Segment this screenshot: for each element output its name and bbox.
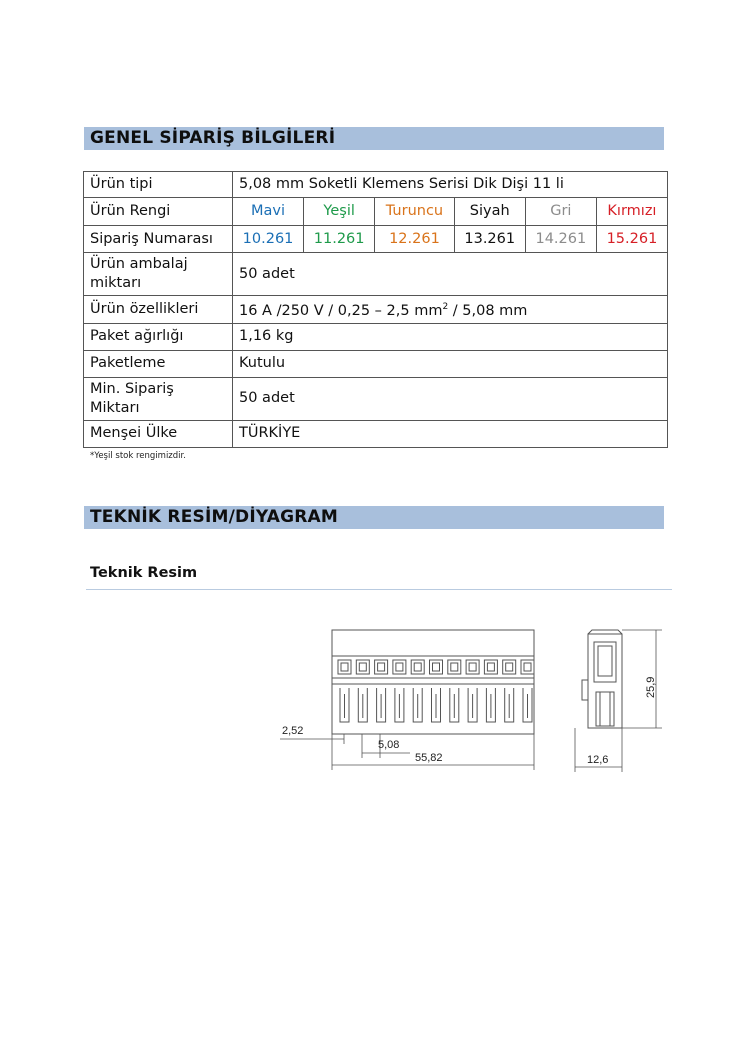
row-label: Ürün özellikleri: [84, 296, 233, 324]
connector-slot: [338, 660, 351, 674]
row-value: TÜRKİYE: [233, 420, 668, 447]
row-value: 1,16 kg: [233, 323, 668, 350]
row-label: Ürün ambalaj miktarı: [84, 253, 233, 296]
side-view: [582, 630, 622, 728]
table-row-colors: [84, 198, 668, 226]
table-row: [84, 253, 668, 296]
connector-slot: [356, 660, 369, 674]
row-value: 5,08 mm Soketli Klemens Serisi Dik Dişi 11 li: [233, 172, 668, 198]
color-name-green: Yeşil: [304, 198, 375, 226]
connector-slot: [393, 660, 406, 674]
dim-pitch: 5,08: [378, 739, 400, 751]
connector-slot-inner: [414, 663, 421, 671]
row-label: Ürün tipi: [84, 172, 233, 198]
dim-depth: 12,6: [587, 754, 609, 766]
row-label: Ürün Rengi: [84, 198, 233, 226]
section-title-technical-drawing: TEKNİK RESİM/DİYAGRAM: [84, 506, 664, 529]
connector-slot: [503, 660, 516, 674]
specs-main: 16 A /250 V / 0,25 – 2,5 mm: [239, 302, 443, 319]
color-name-orange: Turuncu: [375, 198, 455, 226]
dim-pin-offset: 2,52: [282, 725, 304, 737]
table-row: [84, 296, 668, 324]
subheading-divider: [86, 589, 672, 590]
connector-slot-inner: [359, 663, 366, 671]
subheading: Teknik Resim: [90, 565, 198, 581]
table-row: [84, 377, 668, 420]
connector-slot-inner: [378, 663, 385, 671]
specs-superscript: 2: [442, 302, 449, 312]
connector-slot-inner: [506, 663, 513, 671]
connector-slot: [466, 660, 479, 674]
connector-slot: [448, 660, 461, 674]
dim-length: 55,82: [415, 752, 443, 764]
table-row: [84, 172, 668, 198]
color-name-blue: Mavi: [233, 198, 304, 226]
row-value: 50 adet: [233, 377, 668, 420]
order-code-blue: 10.261: [233, 226, 304, 253]
order-code-gray: 14.261: [525, 226, 596, 253]
color-name-red: Kırmızı: [596, 198, 667, 226]
order-code-red: 15.261: [596, 226, 667, 253]
row-value: Kutulu: [233, 350, 668, 377]
footnote: *Yeşil stok rengimizdir.: [90, 451, 186, 461]
connector-slot: [484, 660, 497, 674]
connector-slot: [521, 660, 534, 674]
row-label: Min. Sipariş Miktarı: [84, 377, 233, 420]
row-label: Menşei Ülke: [84, 420, 233, 447]
connector-slot-inner: [433, 663, 440, 671]
row-label: Paket ağırlığı: [84, 323, 233, 350]
connector-slot-inner: [524, 663, 531, 671]
connector-slot-inner: [469, 663, 476, 671]
row-label: Sipariş Numarası: [84, 226, 233, 253]
row-label: Paketleme: [84, 350, 233, 377]
connector-slot-inner: [451, 663, 458, 671]
connector-slot-inner: [341, 663, 348, 671]
technical-drawing: [270, 620, 670, 780]
row-value: 50 adet: [233, 253, 668, 296]
specs-tail: / 5,08 mm: [448, 302, 528, 319]
table-row: [84, 420, 668, 447]
connector-slot-inner: [396, 663, 403, 671]
dim-height: 25,9: [645, 676, 657, 698]
table-row-codes: [84, 226, 668, 253]
order-code-green: 11.261: [304, 226, 375, 253]
connector-slot: [375, 660, 388, 674]
connector-slot: [430, 660, 443, 674]
row-value-specs: [233, 296, 668, 324]
order-code-orange: 12.261: [375, 226, 455, 253]
order-code-black: 13.261: [454, 226, 525, 253]
connector-slot-inner: [487, 663, 494, 671]
front-view-outline: [332, 630, 534, 734]
order-info-table: [83, 171, 668, 448]
table-row: [84, 350, 668, 377]
section-title-order-info: GENEL SİPARİŞ BİLGİLERİ: [84, 127, 664, 150]
color-name-black: Siyah: [454, 198, 525, 226]
table-row: [84, 323, 668, 350]
connector-slot: [411, 660, 424, 674]
color-name-gray: Gri: [525, 198, 596, 226]
